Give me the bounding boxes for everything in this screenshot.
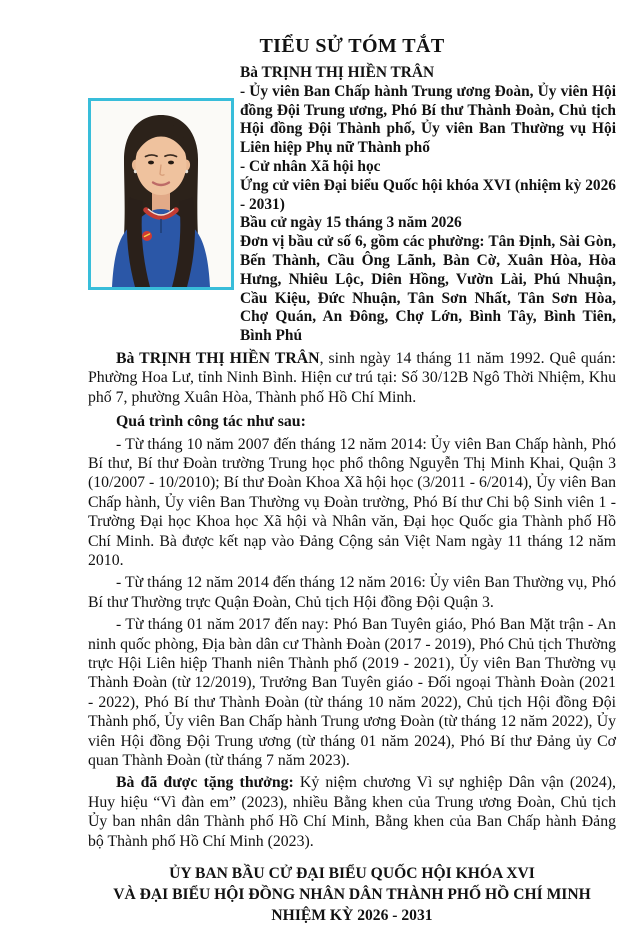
career-period-3: - Từ tháng 01 năm 2017 đến nay: Phó Ban Tuyên giáo, Phó Ban Mặt trận - An ninh quốc phòng, Địa bàn dân cư Thành Đoàn (2017 - 2019), Phó Chủ tịch Thường trực Hội Liên hiệp Thanh niên Thành phố (2019 - 2021), Ủy viên Ban Thường vụ Thành Đoàn (từ 12/2019), Trưởng Ban Tuyên giáo - Đối ngoại Thành Đoàn (2021 - 2022), Phó Bí thư Thành Đoàn (từ tháng 10 năm 2022), Chủ tịch Hội đồng Đội Thành phố, Ủy viên Ban Chấp hành Trung ương Đoàn (từ tháng 12 năm 2022), Ủy viên Hội đồng Đội Trung ương (từ tháng 01 năm 2024), Phó Bí thư Đảng ủy Cơ quan Thành Đoàn (từ tháng 7 năm 2023). <box>88 616 616 770</box>
bio-intro <box>88 349 616 407</box>
election-date: Bầu cử ngày 15 tháng 3 năm 2026 <box>240 214 462 232</box>
document-page <box>0 34 640 940</box>
biography-section <box>88 349 616 851</box>
bio-intro-name: Bà TRỊNH THỊ HIỀN TRÂN <box>116 349 320 367</box>
profile-section <box>88 64 616 346</box>
page-content <box>88 34 616 926</box>
awards-label: Bà đã được tặng thưởng: <box>116 774 294 792</box>
candidate-candidacy: Ứng cử viên Đại biểu Quốc hội khóa XVI (nhiệm kỳ 2026 - 2031) <box>240 176 616 213</box>
awards <box>88 773 616 851</box>
candidate-education: - Cử nhân Xã hội học <box>240 157 381 175</box>
footer-line-1: ỦY BAN BẦU CỬ ĐẠI BIỂU QUỐC HỘI KHÓA XVI <box>169 865 535 883</box>
candidate-name: Bà TRỊNH THỊ HIỀN TRÂN <box>240 64 435 81</box>
career-heading: Quá trình công tác như sau: <box>116 413 306 431</box>
footer-line-2: VÀ ĐẠI BIỂU HỘI ĐỒNG NHÂN DÂN THÀNH PHỐ HỒ CHÍ MINH <box>113 886 591 904</box>
awards-text: Kỷ niệm chương Vì sự nghiệp Dân vận (2024), Huy hiệu “Vì đàn em” (2023), nhiều Bằng khen của Trung ương Đoàn, Chủ tịch Ủy ban nhân dân Thành phố Hồ Chí Minh, Bằng khen của Ban Chấp hành Đảng bộ Thành phố Hồ Chí Minh (2023). <box>88 774 616 850</box>
portrait-illustration <box>91 101 231 287</box>
profile-info <box>240 64 616 346</box>
issuing-authority <box>88 863 616 926</box>
page-title: TIỂU SỬ TÓM TẮT <box>259 35 445 57</box>
footer-line-3: NHIỆM KỲ 2026 - 2031 <box>271 907 433 925</box>
photo-column <box>88 64 240 346</box>
candidate-photo <box>88 98 234 290</box>
constituency: Đơn vị bầu cử số 6, gồm các phường: Tân Định, Sài Gòn, Bến Thành, Cầu Ông Lãnh, Bàn Cờ, Xuân Hòa, Hòa Hưng, Nhiêu Lộc, Diên Hồng, Vườn Lài, Phú Nhuận, Cầu Kiệu, Đức Nhuận, Tân Sơn Nhất, Tân Sơn Hòa, Chợ Quán, An Đông, Chợ Lớn, Bình Tây, Bình Tiên, Bình Phú <box>240 233 616 345</box>
career-period-1: - Từ tháng 10 năm 2007 đến tháng 12 năm 2014: Ủy viên Ban Chấp hành, Phó Bí thư, Bí thư Đoàn trường Trung học phổ thông Nguyễn Thị Minh Khai, Quận 3 (10/2007 - 10/2010); Bí thư Đoàn Khoa Xã hội học (3/2011 - 6/2014), Ủy viên Ban Chấp hành, Ủy viên Ban Thường vụ Đoàn trường, Phó Bí thư Chi bộ Sinh viên 1 - Trường Đại học Khoa học Xã hội và Nhân văn, Đại học Quốc gia Thành phố Hồ Chí Minh. Bà được kết nạp vào Đảng Cộng sản Việt Nam ngày 11 tháng 12 năm 2010. <box>88 435 616 570</box>
candidate-positions: - Ủy viên Ban Chấp hành Trung ương Đoàn, Ủy viên Hội đồng Đội Trung ương, Phó Bí thư Thành Đoàn, Chủ tịch Hội đồng Đội Thành phố, Ủy viên Ban Thường vụ Hội Liên hiệp Phụ nữ Thành phố <box>240 82 616 157</box>
bio-intro-text: , sinh ngày 14 tháng 11 năm 1992. Quê quán: Phường Hoa Lư, tỉnh Ninh Bình. Hiện cư trú tại: Số 30/12B Ngô Thời Nhiệm, Khu phố 7, phường Xuân Hòa, Thành phố Hồ Chí Minh. <box>88 349 616 406</box>
career-period-2: - Từ tháng 12 năm 2014 đến tháng 12 năm 2016: Ủy viên Ban Thường vụ, Phó Bí thư Thường trực Quận Đoàn, Chủ tịch Hội đồng Đội Quận 3. <box>88 574 616 611</box>
